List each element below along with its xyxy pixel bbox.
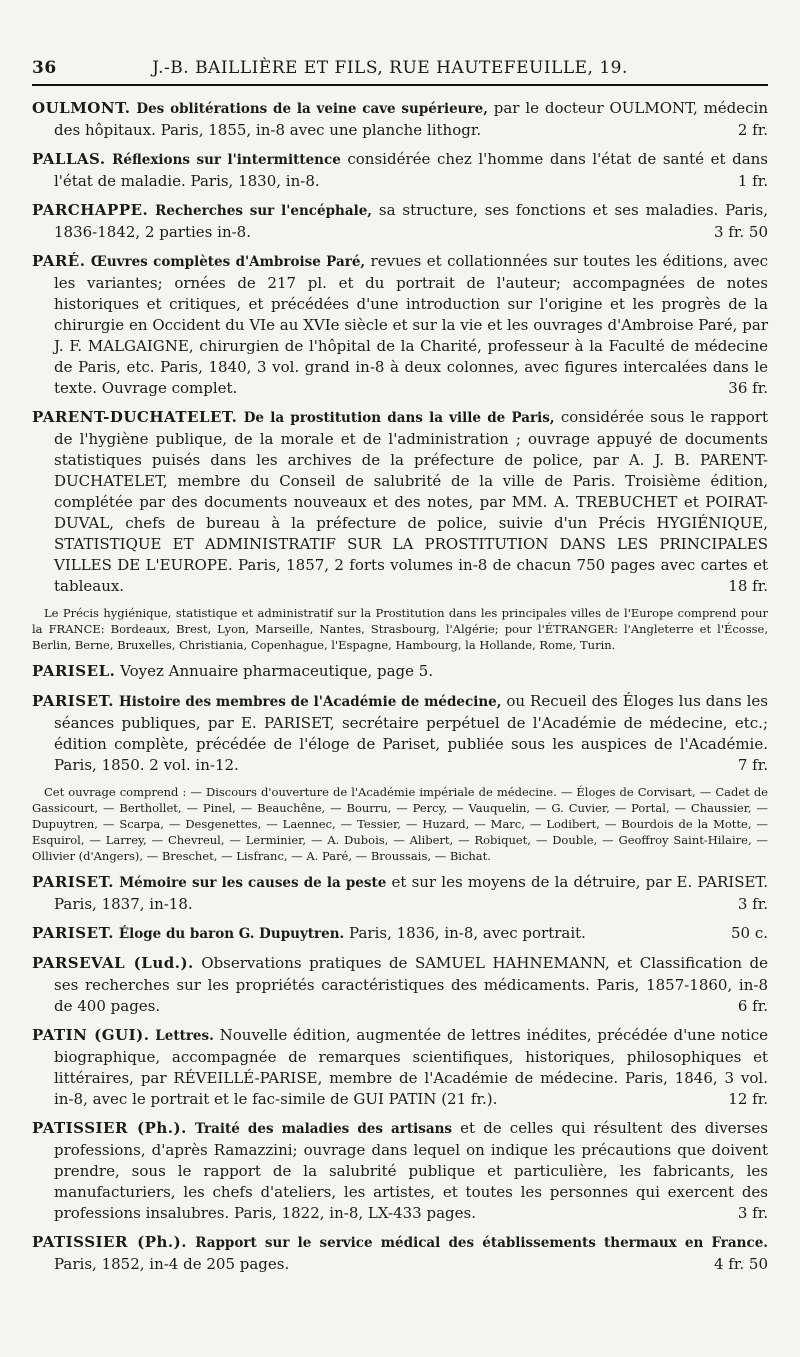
catalog-entry bbox=[32, 872, 768, 915]
entry-title: Éloge du baron G. Dupuytren. bbox=[118, 926, 345, 942]
entry-note: Le Précis hygiénique, statistique et administratif sur la Prostitution dans les principales villes de l'Europe comprend pour la FRANCE: Bordeaux, Brest, Lyon, Marseille, Nantes, Strasbourg, l'Algérie; pour l'ÉTRANGER: l'Angleterre et l'Écosse, Berlin, Berne, Bruxelles, Christiania, Copenhague, l'Espagne, Hambourg, la Hollande, Rome, Turin. bbox=[32, 606, 768, 652]
entry-title: Histoire des membres de l'Académie de médecine, bbox=[118, 694, 502, 710]
entry-author: PARISET. bbox=[32, 692, 115, 710]
catalog-entry bbox=[32, 923, 768, 945]
entry-price: 2 fr. bbox=[737, 121, 768, 139]
entry-author: PATIN (GUI). bbox=[32, 1026, 150, 1044]
catalog-entry bbox=[32, 661, 768, 683]
entry-price: 12 fr. bbox=[728, 1090, 768, 1108]
entry-author: PARÉ. bbox=[32, 252, 86, 270]
entry-price: 36 fr. bbox=[728, 379, 768, 397]
catalog-entry bbox=[32, 1118, 768, 1224]
entry-title: Traité des maladies des artisans bbox=[194, 1121, 453, 1137]
entry-description: Paris, 1852, in-4 de 205 pages. bbox=[54, 1255, 290, 1273]
entry-price: 50 c. bbox=[730, 924, 768, 942]
entry-author: PALLAS. bbox=[32, 150, 106, 168]
entry-description: Nouvelle édition, augmentée de lettres inédites, précédée d'une notice biographique, accompagnée de remarques scientifiques, historiques, philosophiques et littéraires, par RÉVEILLÉ-PARISE, membre de l'Académie de médecine. Paris, 1846, 3 vol. in-8, avec le portrait et le fac-simile de GUI PATIN (21 fr.). bbox=[54, 1026, 768, 1108]
entry-author: PARCHAPPE. bbox=[32, 201, 149, 219]
entry-author: OULMONT. bbox=[32, 99, 131, 117]
catalog-entries bbox=[32, 98, 768, 1275]
entry-author: PARISET. bbox=[32, 924, 115, 942]
entry-price: 3 fr. 50 bbox=[713, 223, 768, 241]
entry-description: sa structure, ses fonctions et ses maladies. Paris, 1836-1842, 2 parties in-8. bbox=[54, 201, 768, 241]
entry-description: ou Recueil des Éloges lus dans les séances publiques, par E. PARISET, secrétaire perpétuel de l'Académie de médecine, etc.; édition complète, précédée de l'éloge de Pariset, publiée sous les auspices de l'Académie. Paris, 1850. 2 vol. in-12. bbox=[54, 692, 768, 774]
entry-author: PARENT-DUCHATELET. bbox=[32, 408, 238, 426]
entry-title: Mémoire sur les causes de la peste bbox=[119, 875, 387, 891]
catalog-entry bbox=[32, 251, 768, 399]
catalog-entry bbox=[32, 200, 768, 243]
entry-title: Lettres. bbox=[155, 1028, 214, 1044]
entry-description: considérée chez l'homme dans l'état de santé et dans l'état de maladie. Paris, 1830, in-8. bbox=[54, 150, 768, 190]
entry-author: PATISSIER (Ph.). bbox=[32, 1119, 187, 1137]
entry-price: 3 fr. bbox=[737, 895, 768, 913]
entry-title: Œuvres complètes d'Ambroise Paré, bbox=[90, 254, 366, 270]
entry-author: PARISEL. bbox=[32, 662, 116, 680]
entry-price: 4 fr. 50 bbox=[713, 1255, 768, 1273]
catalog-entry bbox=[32, 691, 768, 776]
entry-description: Paris, 1836, in-8, avec portrait. bbox=[349, 924, 586, 942]
entry-title: Réflexions sur l'intermittence bbox=[112, 152, 341, 168]
entry-description: par le docteur OULMONT, médecin des hôpitaux. Paris, 1855, in-8 avec une planche lithogr. bbox=[54, 99, 769, 139]
catalog-entry bbox=[32, 98, 768, 141]
entry-price: 18 fr. bbox=[728, 577, 768, 595]
running-head: J.-B. BAILLIÈRE ET FILS, RUE HAUTEFEUILLE, 19. bbox=[152, 58, 628, 78]
entry-note: Cet ouvrage comprend : — Discours d'ouverture de l'Académie impériale de médecine. — Éloges de Corvisart, — Cadet de Gassicourt, — Berthollet, — Pinel, — Beauchêne, — Bourru, — Percy, — Vauquelin, — G. Cuvier, — Portal, — Chaussier, — Dupuytren, — Scarpa, — Desgenettes, — Laennec, — Tessier, — Huzard, — Marc, — Lodibert, — Bourdois de la Motte, — Esquirol, — Larrey, — Chevreul, — Lerminier, — A. Dubois, — Alibert, — Robiquet, — Double, — Geoffroy Saint-Hilaire, — Ollivier (d'Angers), — Breschet, — Lisfranc, — A. Paré, — Broussais, — Bichat. bbox=[32, 785, 768, 863]
catalog-entry bbox=[32, 953, 768, 1017]
catalog-entry bbox=[32, 149, 768, 192]
entry-title: Des oblitérations de la veine cave supérieure, bbox=[136, 101, 488, 117]
entry-description: Observations pratiques de SAMUEL HAHNEMANN, et Classification de ses recherches sur les propriétés caractéristiques des médicaments. Paris, 1857-1860, in-8 de 400 pages. bbox=[54, 954, 768, 1015]
entry-description: revues et collationnées sur toutes les éditions, avec les variantes; ornées de 217 pl. et du portrait de l'auteur; accompagnées de notes historiques et critiques, et précédées d'une introduction sur l'origine et les progrès de la chirurgie en Occident du VIe au XVIe siècle et sur la vie et les ouvrages d'Ambroise Paré, par J. F. MALGAIGNE, chirurgien de l'hôpital de la Charité, professeur à la Faculté de médecine de Paris, etc. Paris, 1840, 3 vol. grand in-8 à deux colonnes, avec figures intercalées dans le texte. Ouvrage complet. bbox=[54, 252, 768, 397]
entry-description: et sur les moyens de la détruire, par E. PARISET. Paris, 1837, in-18. bbox=[54, 873, 768, 913]
entry-price: 3 fr. bbox=[737, 1204, 768, 1222]
entry-description: et de celles qui résultent des diverses professions, d'après Ramazzini; ouvrage dans lequel on indique les précautions que doivent prendre, sous le rapport de la salubrité publique et particulière, les fabricants, les manufacturiers, les chefs d'ateliers, les artistes, et toutes les personnes qui exercent des professions insalubres. Paris, 1822, in-8, LX-433 pages. bbox=[54, 1119, 768, 1222]
entry-price: 7 fr. bbox=[737, 756, 768, 774]
entry-author: PARSEVAL (Lud.). bbox=[32, 954, 194, 972]
catalog-entry bbox=[32, 1025, 768, 1110]
entry-title: Rapport sur le service médical des établissements thermaux en France. bbox=[195, 1235, 768, 1251]
entry-price: 1 fr. bbox=[737, 172, 768, 190]
catalog-entry bbox=[32, 407, 768, 597]
entry-price: 6 fr. bbox=[737, 997, 768, 1015]
entry-title: De la prostitution dans la ville de Paris, bbox=[243, 410, 555, 426]
entry-title: Recherches sur l'encéphale, bbox=[155, 203, 372, 219]
page-header bbox=[32, 58, 768, 86]
entry-author: PARISET. bbox=[32, 873, 115, 891]
entry-author: PATISSIER (Ph.). bbox=[32, 1233, 187, 1251]
entry-description: considérée sous le rapport de l'hygiène publique, de la morale et de l'administration ; ouvrage appuyé de documents statistiques puisés dans les archives de la préfecture de police, par A. J. B. PARENT-DUCHATELET, membre du Conseil de salubrité de la ville de Paris. Troisième édition, complétée par des documents nouveaux et des notes, par MM. A. TREBUCHET et POIRAT-DUVAL, chefs de bureau à la préfecture de police, suivie d'un Précis HYGIÉNIQUE, STATISTIQUE ET ADMINISTRATIF SUR LA PROSTITUTION DANS LES PRINCIPALES VILLES DE L'EUROPE. Paris, 1857, 2 forts volumes in-8 de chacun 750 pages avec cartes et tableaux. bbox=[54, 408, 768, 595]
catalog-entry bbox=[32, 1232, 768, 1275]
page-number: 36 bbox=[32, 58, 57, 78]
entry-description: Voyez Annuaire pharmaceutique, page 5. bbox=[120, 662, 434, 680]
